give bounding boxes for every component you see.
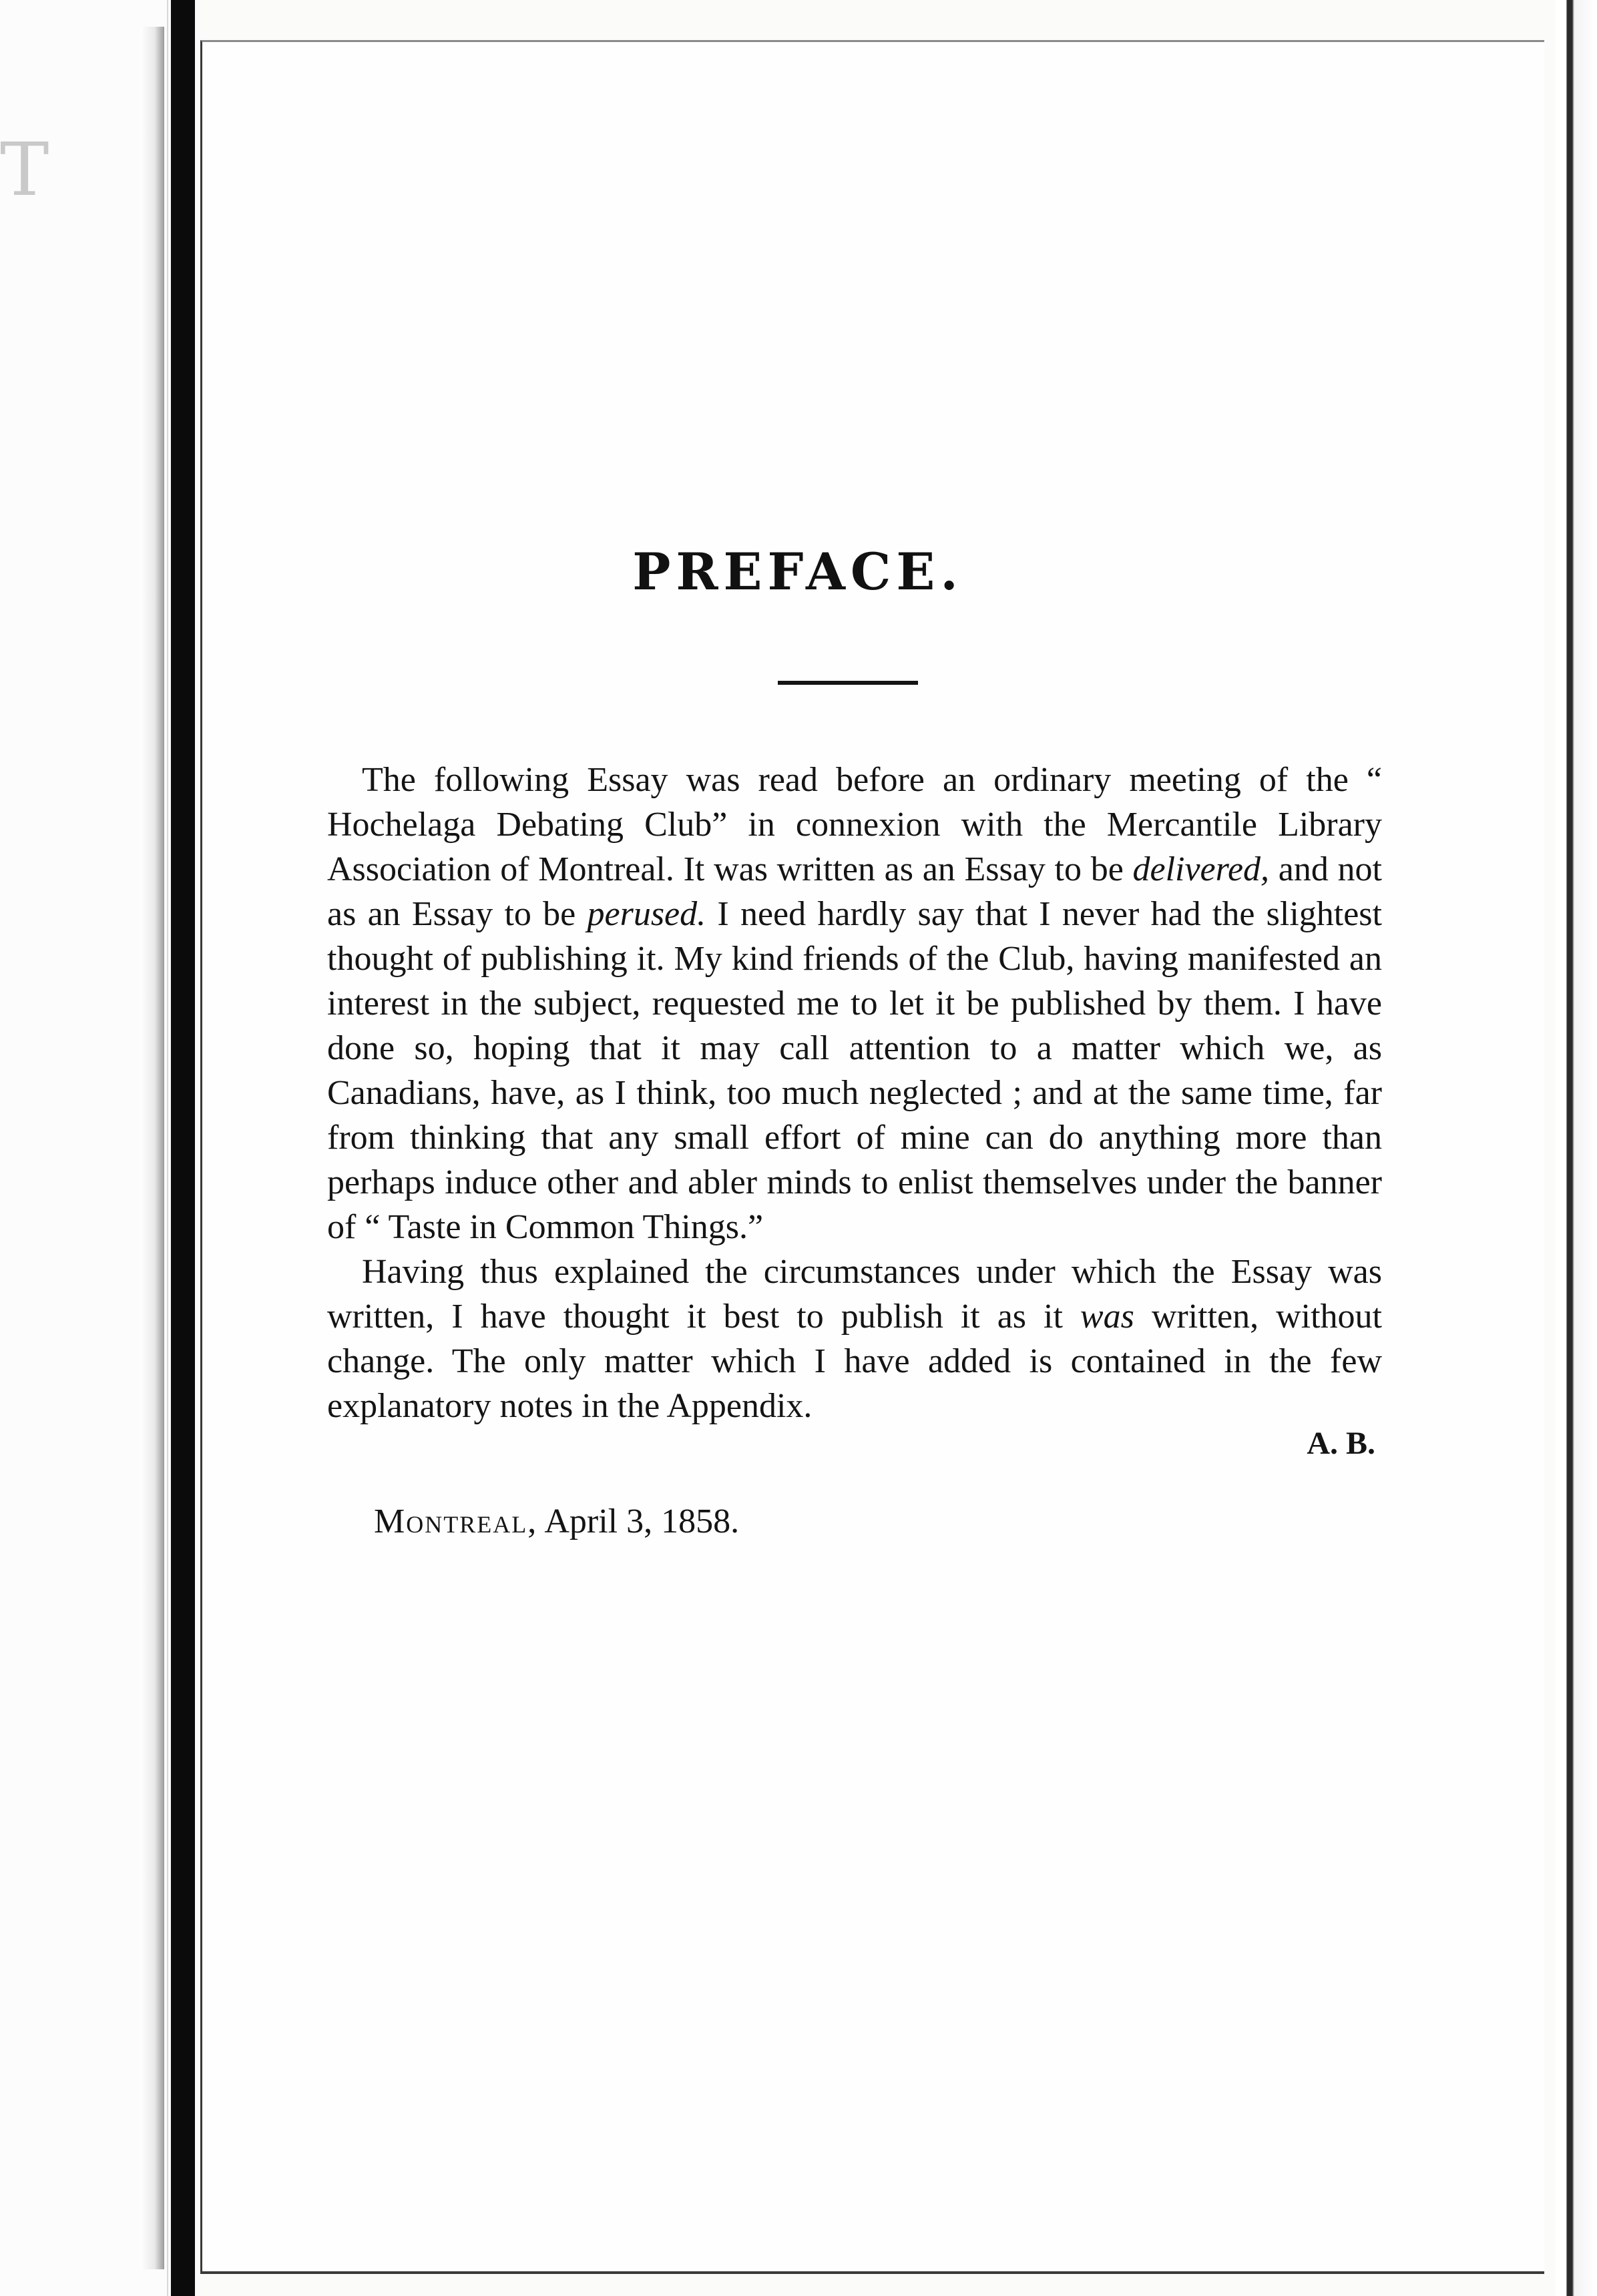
previous-page-ghost-letter: T [0,127,49,212]
title-rule [778,681,918,685]
italic-run: perused. [587,895,706,933]
text-run: I need hardly say that I never had the slightest thought of publishing it. My kind friends of the Club, having manifested an interest in the subject, requested me to let it be published by them. I have done so, hoping that it may call attention to a matter which we, as Canadians, have, as I think, too much neglected ; and at the same time, far from thinking that any small effort of mine can do anything more than perhaps induce other and abler minds to enlist themselves under the banner of “ Taste in Common Things.” [327,895,1382,1246]
preface-paragraph [327,758,1382,1249]
italic-run: delivered, [1132,850,1270,888]
previous-page-edge [0,0,168,2296]
previous-page-shadow [140,27,164,2269]
preface-paragraph [327,1249,1382,1428]
text-run: and not as an Essay to be [327,850,1382,933]
preface-body [327,758,1382,1428]
text-run: The following Essay was read before an ordinary meeting of the “ Hochelaga Debating Club” in connexion with the Mercantile Library Association of Montreal. It was written as an Essay to be [327,761,1382,888]
text-run: written, without change. The only matter which I have added is contained in the few explanatory notes in the Appendix. [327,1298,1382,1425]
dateline [374,1502,739,1541]
author-initials: A. B. [1307,1426,1375,1461]
page-title: PREFACE. [632,542,963,601]
book-spine-gutter [171,0,195,2296]
italic-run: was [1080,1298,1134,1336]
dateline-date: April 3, 1858. [544,1502,740,1540]
right-page-edge [1556,0,1597,2296]
text-run: Having thus explained the circumstances under which the Essay was written, I have thought it best to publish it as it [327,1253,1382,1336]
dateline-place: Montreal, [374,1502,538,1540]
